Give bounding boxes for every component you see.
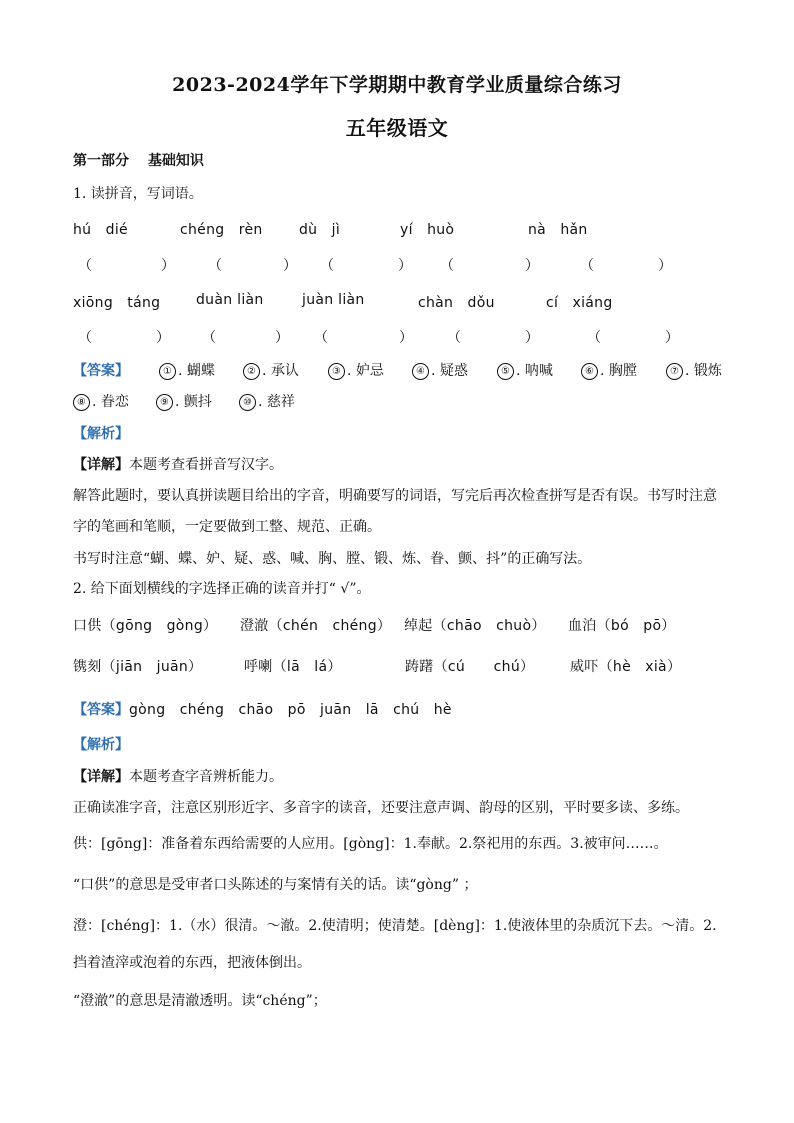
answer-label: 【答案】 (73, 363, 129, 379)
pinyin-choice: 镌刻（jiān juān） (73, 659, 203, 675)
explanation-text: “澄澈”的意思是清澈透明。读“chéng”； (73, 993, 327, 1009)
document-title: 2023-2024学年下学期期中教育学业质量综合练习 (172, 74, 622, 96)
pinyin-item: chéng rèn (180, 222, 263, 238)
pinyin-choice: 口供（gōng gòng） (73, 618, 218, 634)
answer-item: ② . 承认 (243, 360, 299, 380)
answer-item: ① . 蝴蝶 (159, 360, 215, 380)
pinyin-item: nà hǎn (528, 222, 588, 238)
answer-item: ⑤ . 呐喊 (497, 360, 553, 380)
q1-answer-row-2 (73, 391, 733, 411)
explanation-text: 澄：[chéng]：1.（水）很清。～澈。2.使清明；使清楚。[dèng]：1.使液体里的杂质沉下去。～清。2. (73, 918, 717, 934)
q1-blank-row-2: （ ） （ ） （ ） （ ） （ ） (78, 330, 679, 346)
q2-row-2 (73, 656, 733, 676)
q1-blank-row-1: （ ） （ ） （ ） （ ） （ ） (78, 258, 672, 274)
answer-item: ⑧ . 眷恋 (73, 391, 129, 411)
pinyin-item: hú dié (73, 222, 128, 238)
explanation-text: “口供”的意思是受审者口头陈述的与案情有关的话。读“gòng” ； (73, 877, 478, 893)
pinyin-item: juàn liàn (302, 292, 365, 308)
pinyin-choice: 呼喇（lā lá） (244, 659, 342, 675)
part-heading: 第一部分 基础知识 (73, 153, 204, 169)
q2-prompt: 2. 给下面划横线的字选择正确的读音并打“ √”。 (73, 581, 371, 597)
detail-line: 【详解】本题考查看拼音写汉字。 (73, 457, 283, 473)
pinyin-item: yí huò (400, 222, 455, 238)
document-subtitle: 五年级语文 (345, 116, 449, 140)
pinyin-item: dù jì (299, 222, 341, 238)
answer-item: ③ . 妒忌 (328, 360, 384, 380)
pinyin-item: chàn dǒu (418, 295, 495, 311)
answer-item: ⑩ . 慈祥 (239, 391, 295, 411)
answer-item: ⑥ . 胸膛 (581, 360, 637, 380)
pinyin-item: xiōng táng (73, 295, 161, 311)
q1-pinyin-row-2 (73, 292, 733, 312)
pinyin-item: cí xiáng (546, 295, 613, 311)
pinyin-choice: 澄澈（chén chéng） (240, 618, 392, 634)
analysis-label: 【解析】 (73, 737, 129, 753)
explanation-text: 解答此题时，要认真拼读题目给出的字音，明确要写的词语，写完后再次检查拼写是否有误。书写时注意 (73, 488, 717, 504)
pinyin-choice: 绰起（chāo chuò） (404, 618, 546, 634)
explanation-text: 正确读准字音，注意区别形近字、多音字的读音，还要注意声调、韵母的区别，平时要多读、多练。 (73, 800, 689, 816)
explanation-text: 挡着渣滓或泡着的东西，把液体倒出。 (73, 955, 311, 971)
q1-pinyin-row-1 (73, 219, 733, 239)
answer-item: ④ . 疑惑 (412, 360, 468, 380)
answer-item: ⑦ . 锻炼 (666, 360, 722, 380)
q2-answer-line: 【答案】gòng chéng chāo pō juān lā chú hè (73, 702, 452, 718)
q2-row-1 (73, 615, 733, 635)
explanation-text: 字的笔画和笔顺，一定要做到工整、规范、正确。 (73, 519, 381, 535)
explanation-text: 书写时注意“蝴、蝶、妒、疑、惑、喊、胸、膛、锻、炼、眷、颤、抖”的正确写法。 (73, 551, 592, 567)
pinyin-choice: 踌躇（cú chú） (405, 659, 535, 675)
answer-item: ⑨ . 颤抖 (156, 391, 212, 411)
q1-answer-row-1 (73, 360, 733, 380)
explanation-text: 供：[gōng]：准备着东西给需要的人应用。[gòng]：1.奉献。2.祭祀用的东西。3.被审问……。 (73, 836, 668, 852)
detail-line: 【详解】本题考查字音辨析能力。 (73, 769, 283, 785)
pinyin-item: duàn liàn (196, 292, 264, 308)
q1-prompt: 1. 读拼音，写词语。 (73, 186, 203, 202)
pinyin-choice: 威吓（hè xià） (570, 659, 682, 675)
pinyin-choice: 血泊（bó pō） (568, 618, 676, 634)
analysis-label: 【解析】 (73, 426, 129, 442)
